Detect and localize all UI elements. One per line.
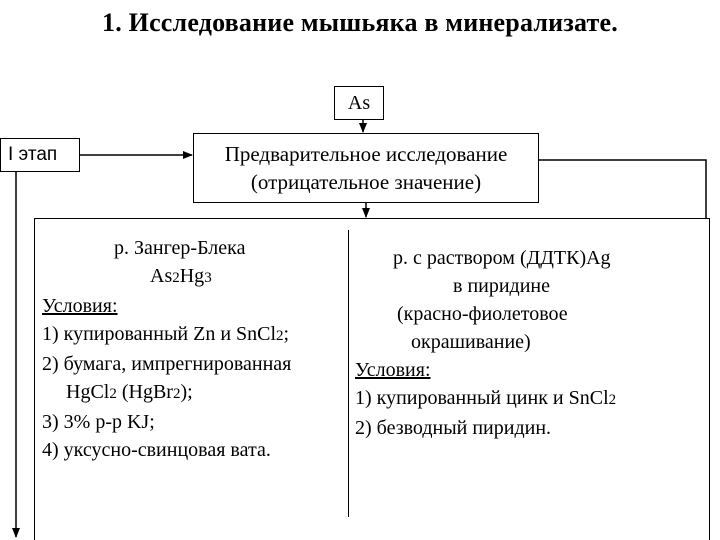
left-condition-2b-end: ); bbox=[180, 381, 193, 403]
preliminary-line1: Предварительное исследование bbox=[224, 142, 508, 166]
left-condition-2b-mid: (HgBr bbox=[116, 381, 173, 403]
left-condition-2b-sub2: 2 bbox=[172, 386, 181, 402]
left-condition-2b bbox=[42, 378, 291, 408]
formula-hg: Hg bbox=[179, 265, 205, 287]
formula-as: As bbox=[150, 265, 173, 287]
page-title: 1. Исследование мышьяка в минерализате. bbox=[102, 8, 618, 37]
formula-sub-3: 3 bbox=[204, 270, 212, 286]
left-condition-2: 2) бумага, импрегнированная bbox=[42, 353, 292, 375]
left-conditions-label: Условия: bbox=[42, 295, 118, 317]
right-method-heading-3: (красно-фиолетовое bbox=[397, 303, 568, 325]
right-method-heading-4: окрашивание) bbox=[411, 331, 531, 353]
left-condition-1-sub: 2 bbox=[276, 328, 284, 344]
left-condition-2b-text: HgCl bbox=[66, 381, 110, 403]
formula-sub-2: 2 bbox=[172, 270, 180, 286]
left-method-formula bbox=[42, 262, 291, 292]
left-condition-1-text: 1) купированный Zn и SnCl bbox=[42, 323, 277, 345]
stage-box: I этап bbox=[0, 138, 80, 172]
right-condition-1 bbox=[355, 384, 616, 414]
preliminary-box bbox=[193, 133, 539, 203]
left-condition-4: 4) уксусно-свинцовая вата. bbox=[42, 439, 271, 461]
left-condition-1-end: ; bbox=[283, 323, 290, 345]
left-method-column bbox=[42, 234, 291, 464]
right-condition-1-sub: 2 bbox=[608, 392, 617, 408]
preliminary-line2: (отрицательное значение) bbox=[250, 170, 482, 194]
element-box: As bbox=[334, 86, 384, 120]
right-condition-1-text: 1) купированный цинк и SnCl bbox=[355, 387, 609, 409]
right-method-heading-1: р. с раствором (ДДТК)Ag bbox=[393, 247, 611, 269]
left-condition-1 bbox=[42, 320, 291, 350]
left-condition-3: 3) 3% р-р KJ; bbox=[42, 411, 155, 433]
methods-divider bbox=[348, 230, 349, 517]
right-method-column bbox=[355, 244, 616, 442]
right-condition-2: 2) безводный пиридин. bbox=[355, 417, 552, 439]
left-condition-2b-sub1: 2 bbox=[109, 386, 117, 402]
left-method-heading: р. Зангер-Блека bbox=[114, 237, 246, 259]
right-conditions-label: Условия: bbox=[355, 359, 431, 381]
right-method-heading-2: в пиридине bbox=[453, 275, 551, 297]
